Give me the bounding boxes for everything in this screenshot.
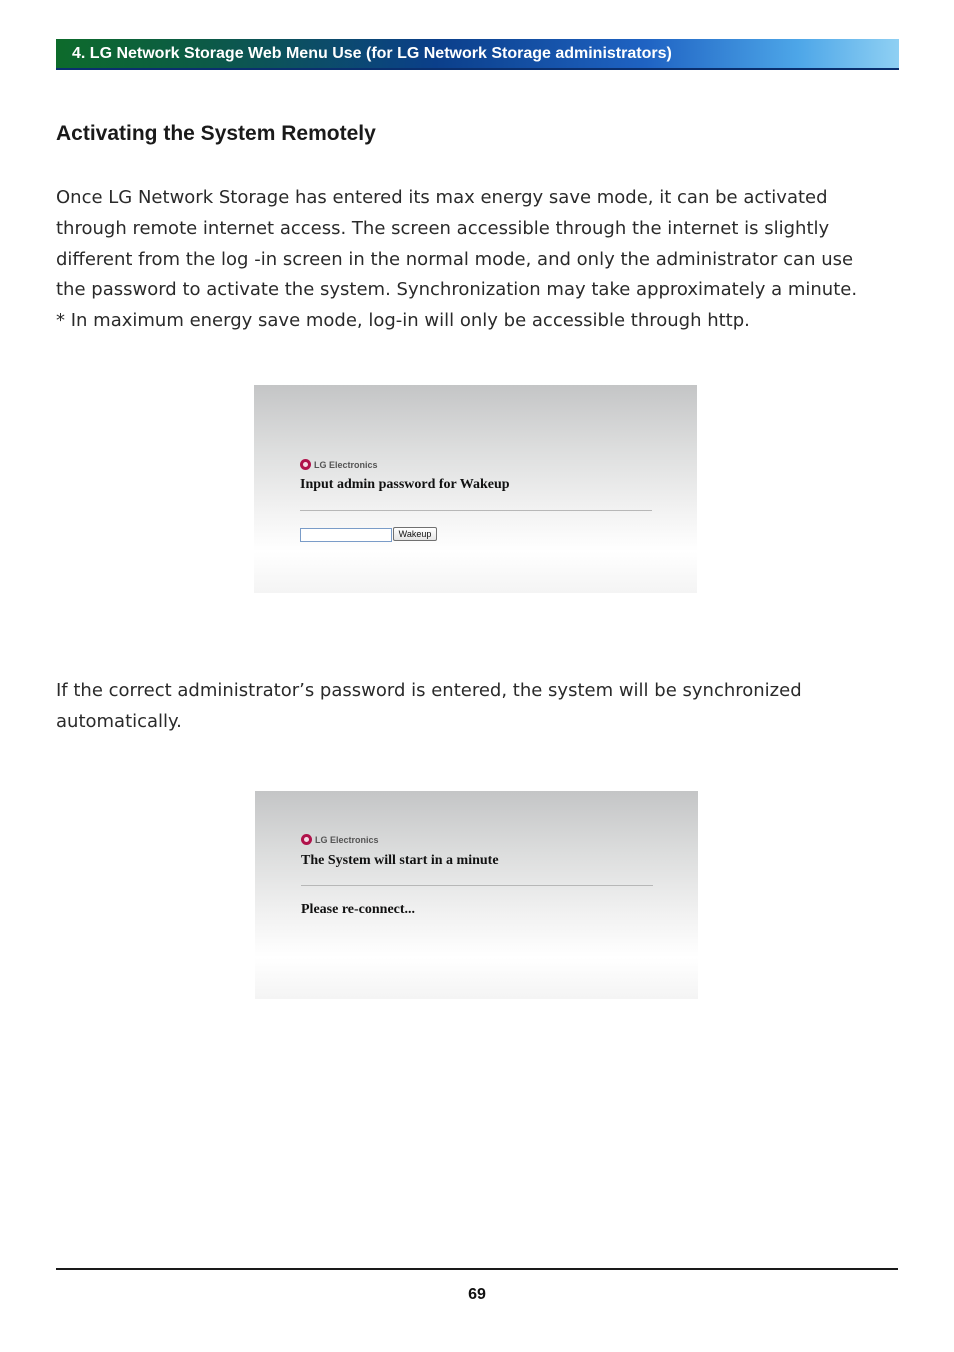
divider bbox=[301, 885, 653, 886]
intro-line: through remote internet access. The screen accessible through the internet is slightly bbox=[56, 217, 830, 239]
intro-line: * In maximum energy save mode, log-in will only be accessible through http. bbox=[56, 310, 750, 332]
lg-brand-text: LG Electronics bbox=[314, 459, 378, 470]
page-number: 69 bbox=[468, 1286, 486, 1303]
wakeup-screenshot bbox=[254, 385, 697, 593]
followup-line: If the correct administrator’s password is entered, the system will be synchronized bbox=[56, 680, 802, 701]
lg-logo-icon bbox=[300, 459, 311, 470]
reconnect-message: Please re-connect... bbox=[301, 902, 416, 917]
wakeup-button[interactable]: Wakeup bbox=[393, 527, 437, 541]
intro-line: the password to activate the system. Synchronization may take approximately a minute. bbox=[56, 279, 858, 301]
intro-line: Once LG Network Storage has entered its max energy save mode, it can be activated bbox=[56, 187, 828, 208]
divider bbox=[300, 510, 652, 511]
footer-divider bbox=[56, 1268, 898, 1270]
lg-logo bbox=[301, 834, 379, 845]
chapter-header-title: 4. LG Network Storage Web Menu Use (for LG Network Storage administrators) bbox=[72, 45, 672, 62]
wakeup-title: Input admin password for Wakeup bbox=[300, 477, 510, 492]
lg-logo-icon bbox=[301, 834, 312, 845]
chapter-header-bar bbox=[56, 39, 899, 70]
admin-password-input[interactable] bbox=[300, 528, 392, 542]
intro-line: different from the log -in screen in the normal mode, and only the administrator can use bbox=[56, 248, 854, 270]
lg-logo bbox=[300, 459, 378, 470]
restart-title: The System will start in a minute bbox=[301, 853, 499, 868]
intro-paragraph bbox=[56, 183, 906, 337]
restart-screenshot bbox=[255, 791, 698, 999]
followup-line: automatically. bbox=[56, 710, 182, 732]
followup-paragraph bbox=[56, 676, 906, 738]
lg-brand-text: LG Electronics bbox=[315, 834, 379, 845]
section-title: Activating the System Remotely bbox=[56, 122, 376, 145]
